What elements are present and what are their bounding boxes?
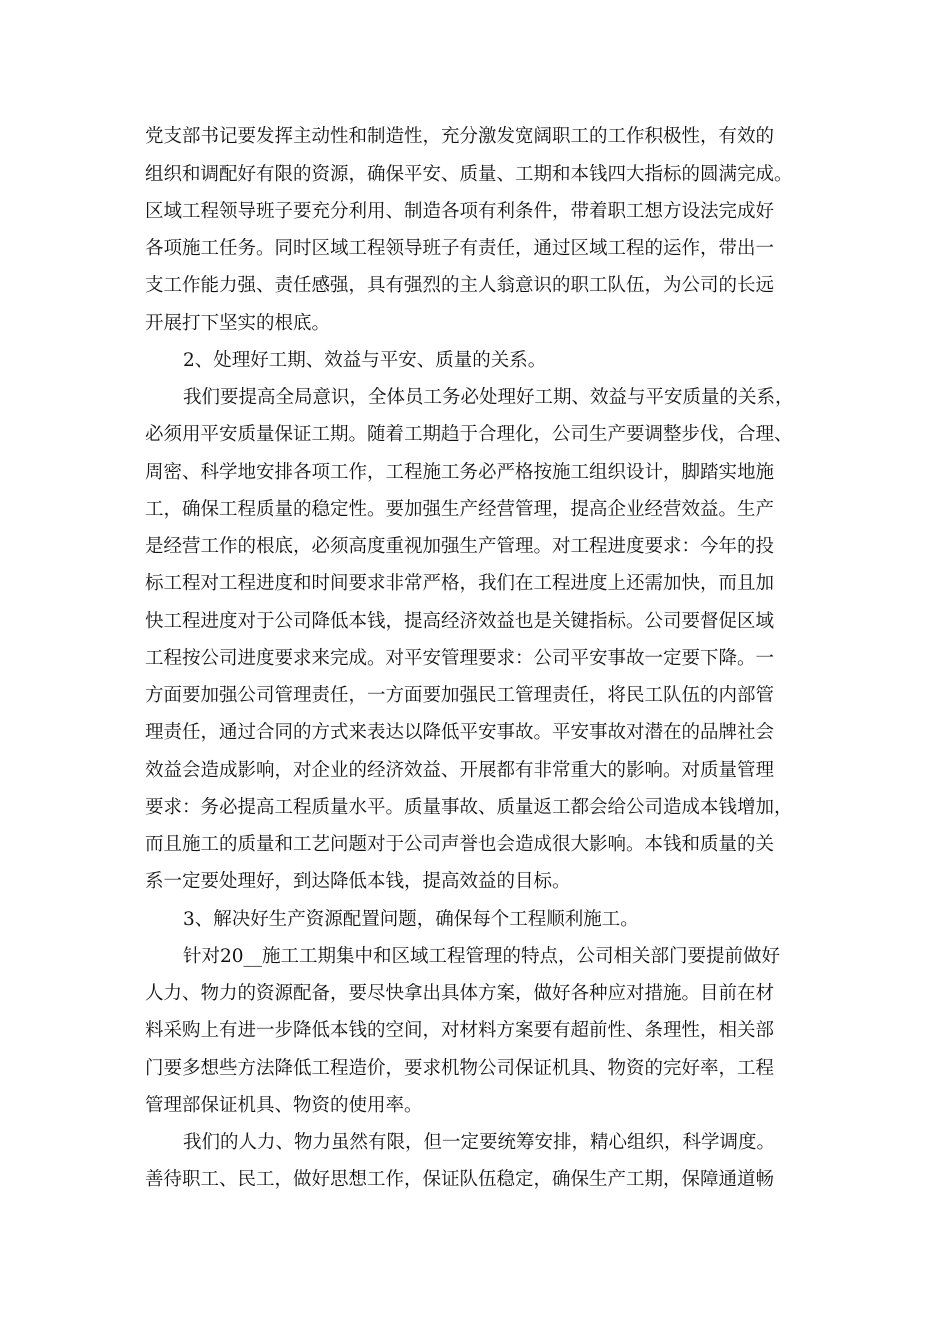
text-line: 而且施工的质量和工艺问题对于公司声誉也会造成很大影响。本钱和质量的关	[145, 834, 775, 855]
text-line: 管理部保证机具、物资的使用率。	[145, 1095, 423, 1116]
text-line: 效益会造成影响，对企业的经济效益、开展都有非常重大的影响。对质量管理	[145, 760, 775, 781]
text-line: 开展打下坚实的根底。	[145, 313, 331, 334]
section-heading: 2、处理好工期、效益与平安、质量的关系。	[183, 350, 547, 371]
text-line: 快工程进度对于公司降低本钱，提高经济效益也是关键指标。公司要督促区域	[145, 611, 775, 632]
text-line: 我们的人力、物力虽然有限，但一定要统筹安排，精心组织，科学调度。	[183, 1132, 776, 1153]
text-line: 门要多想些方法降低工程造价，要求机物公司保证机具、物资的完好率，工程	[145, 1058, 775, 1079]
text-line: 区域工程领导班子要充分利用、制造各项有利条件，带着职工想方设法完成好	[145, 201, 775, 222]
text-line: 要求：务必提高工程质量水平。质量事故、质量返工都会给公司造成本钱增加，	[145, 797, 793, 818]
text-line: 党支部书记要发挥主动性和制造性，充分激发宽阔职工的工作积极性，有效的	[145, 126, 775, 147]
section-heading: 3、解决好生产资源配置问题，确保每个工程顺利施工。	[183, 909, 639, 930]
text-line: 人力、物力的资源配备，要尽快拿出具体方案，做好各种应对措施。目前在材	[145, 983, 775, 1004]
text-line: 系一定要处理好，到达降低本钱，提高效益的目标。	[145, 871, 571, 892]
text-line: 周密、科学地安排各项工作，工程施工务必严格按施工组织设计，脚踏实地施	[145, 462, 775, 483]
text-line: 标工程对工程进度和时间要求非常严格，我们在工程进度上还需加快，而且加	[145, 573, 775, 594]
text-line: 各项施工任务。同时区域工程领导班子有责任，通过区域工程的运作，带出一	[145, 238, 775, 259]
text-line: 料采购上有进一步降低本钱的空间，对材料方案要有超前性、条理性，相关部	[145, 1020, 775, 1041]
text-line: 针对20__施工工期集中和区域工程管理的特点，公司相关部门要提前做好	[183, 946, 781, 967]
text-line: 组织和调配好有限的资源，确保平安、质量、工期和本钱四大指标的圆满完成。	[145, 164, 793, 185]
text-line: 善待职工、民工，做好思想工作，保证队伍稳定，确保生产工期，保障通道畅	[145, 1169, 775, 1190]
text-line: 理责任，通过合同的方式来表达以降低平安事故。平安事故对潜在的品牌社会	[145, 722, 775, 743]
text-line: 工程按公司进度要求来完成。对平安管理要求：公司平安事故一定要下降。一	[145, 648, 775, 669]
text-line: 是经营工作的根底，必须高度重视加强生产管理。对工程进度要求：今年的投	[145, 536, 775, 557]
text-line: 方面要加强公司管理责任，一方面要加强民工管理责任，将民工队伍的内部管	[145, 685, 775, 706]
text-line: 支工作能力强、责任感强，具有强烈的主人翁意识的职工队伍，为公司的长远	[145, 275, 775, 296]
text-line: 我们要提高全局意识，全体员工务必处理好工期、效益与平安质量的关系，	[183, 387, 794, 408]
text-line: 工，确保工程质量的稳定性。要加强生产经营管理，提高企业经营效益。生产	[145, 499, 775, 520]
text-line: 必须用平安质量保证工期。随着工期趋于合理化，公司生产要调整步伐，合理、	[145, 424, 793, 445]
